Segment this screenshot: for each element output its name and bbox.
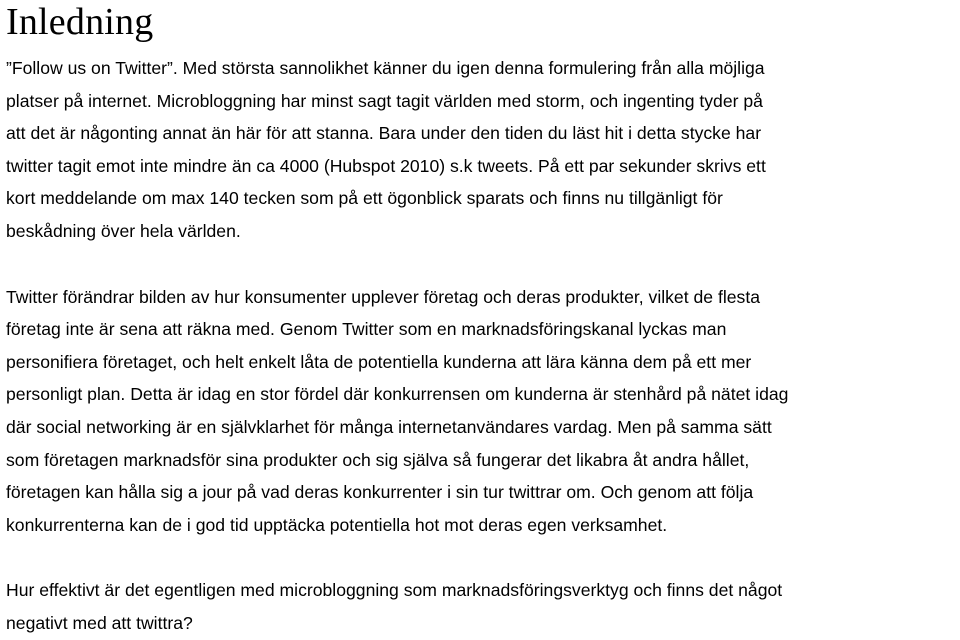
paragraph-marketing (6, 281, 956, 542)
text-line: att det är någonting annat än här för att stanna. Bara under den tiden du läst hit i detta stycke har (6, 123, 762, 144)
paragraph-intro (6, 52, 956, 248)
text-line: Twitter förändrar bilden av hur konsumenter upplever företag och deras produkter, vilket de flesta (6, 286, 761, 307)
text-line: platser på internet. Microbloggning har minst sagt tagit världen med storm, och ingenting tyder på (6, 90, 763, 111)
text-line: där social networking är en självklarhet för många internetanvändares vardag. Men på samma sätt (6, 416, 772, 437)
text-line: företagen kan hålla sig a jour på vad deras konkurrenter i sin tur twittrar om. Och genom att följa (6, 482, 754, 503)
text-line: personligt plan. Detta är idag en stor fördel där konkurrensen om kunderna är stenhård på nätet idag (6, 384, 789, 405)
text-line: beskådning över hela världen. (6, 220, 241, 241)
text-line: kort meddelande om max 140 tecken som på ett ögonblick sparats och finns nu tillgänligt för (6, 188, 723, 209)
text-line: ”Follow us on Twitter”. Med största sannolikhet känner du igen denna formulering från alla möjliga (6, 58, 765, 78)
text-line: negativt med att twittra? (6, 612, 193, 633)
text-line: Hur effektivt är det egentligen med microbloggning som marknadsföringsverktyg och finns det något (6, 580, 783, 601)
text-line: konkurrenterna kan de i god tid upptäcka potentiella hot mot deras egen verksamhet. (6, 514, 668, 535)
text-line: som företagen marknadsför sina produkter och sig själva så fungerar det likabra åt andra hållet, (6, 449, 750, 470)
paragraph-question (6, 574, 956, 639)
text-line: twitter tagit emot inte mindre än ca 4000 (Hubspot 2010) s.k tweets. På ett par sekunder skrivs ett (6, 155, 766, 176)
text-line: företag inte är sena att räkna med. Genom Twitter som en marknadsföringskanal lyckas man (6, 319, 727, 340)
page-title: Inledning (6, 1, 154, 43)
document-page (6, 0, 956, 640)
text-line: personifiera företaget, och helt enkelt låta de potentiella kunderna att lära känna dem på ett mer (6, 351, 752, 372)
